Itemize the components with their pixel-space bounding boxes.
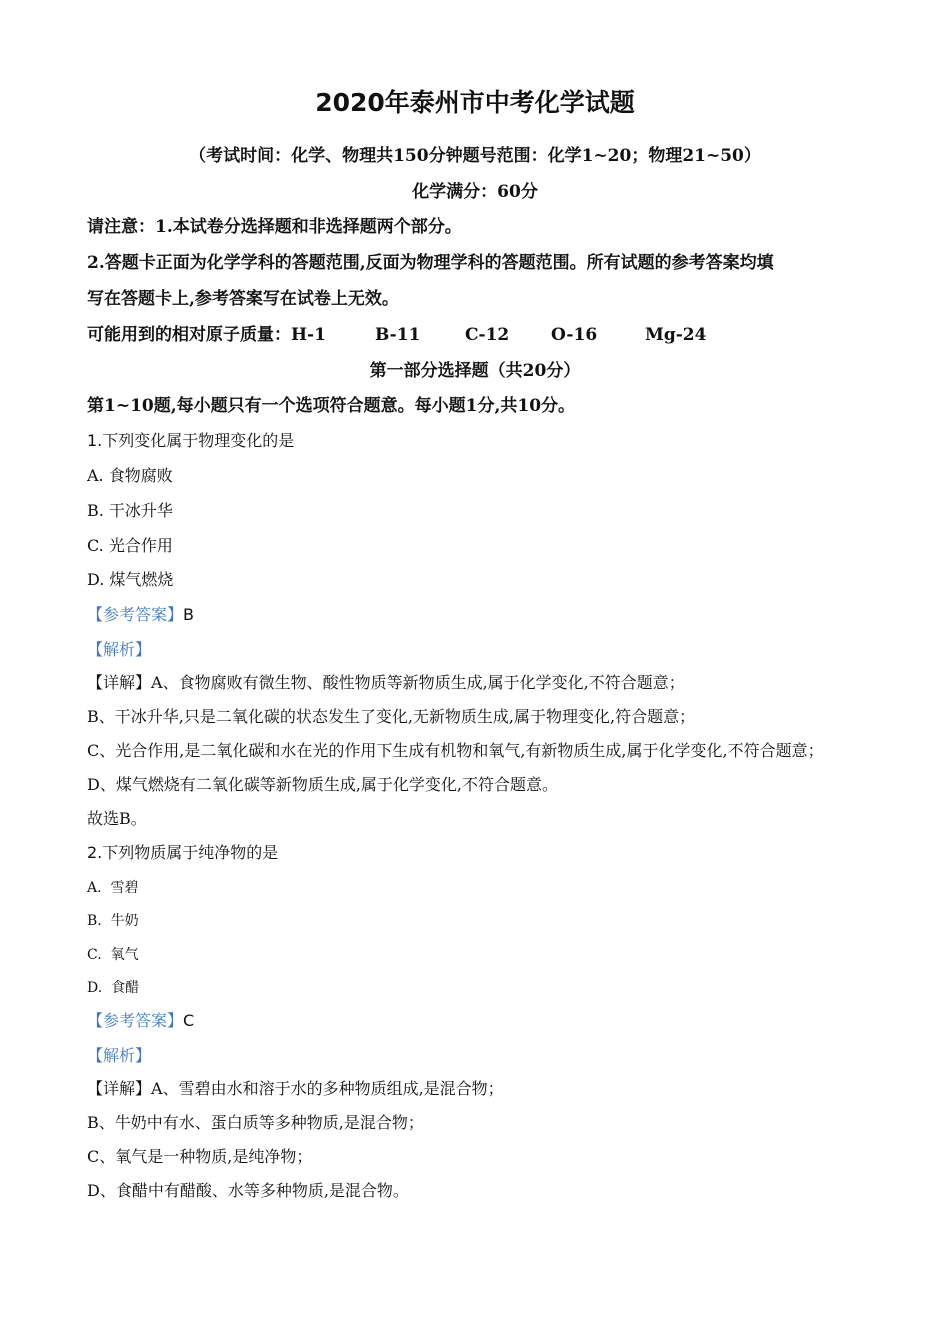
atomic-mass-item: H-1 [291, 325, 326, 345]
detail-label: 【详解】 [87, 1079, 152, 1098]
question-2 [87, 842, 278, 864]
detail-line [87, 672, 685, 694]
question-1 [87, 430, 294, 452]
detail-text: A、食物腐败有微生物、酸性物质等新物质生成,属于化学变化,不符合题意； [151, 673, 685, 692]
exam-time-note: （考试时间：化学、物理共150分钟题号范围：化学1~20；物理21~50） [189, 146, 761, 166]
detail-line: B、干冰升华,只是二氧化碳的状态发生了变化,无新物质生成,属于物理变化,符合题意； [87, 707, 696, 726]
answer-value: C [183, 1011, 195, 1030]
atomic-mass-line [87, 324, 706, 346]
conclusion: 故选B。 [87, 809, 147, 828]
atomic-mass-label: 可能用到的相对原子质量： [87, 325, 291, 345]
notice-1: 请注意：1.本试卷分选择题和非选择题两个部分。 [87, 217, 462, 237]
option-a: A. 食物腐败 [87, 466, 173, 485]
option-b: B. 牛奶 [87, 913, 139, 929]
detail-line: C、光合作用,是二氧化碳和水在光的作用下生成有机物和氧气,有新物质生成,属于化学变化,不符合题意； [87, 741, 824, 760]
atomic-mass-item: B-11 [375, 325, 421, 345]
atomic-mass-item: C-12 [465, 325, 510, 345]
question-number: 1. [87, 431, 103, 450]
detail-line [87, 1078, 504, 1100]
atomic-mass-item: O-16 [551, 325, 598, 345]
answer-line [87, 604, 194, 626]
option-b: B. 干冰升华 [87, 501, 173, 520]
detail-label: 【详解】 [87, 673, 152, 692]
option-a: A. 雪碧 [87, 880, 139, 896]
question-stem: 下列物质属于纯净物的是 [102, 843, 279, 862]
answer-label: 【参考答案】 [87, 605, 184, 624]
question-stem: 下列变化属于物理变化的是 [102, 431, 295, 450]
analysis-label: 【解析】 [87, 1046, 152, 1065]
notice-2: 2.答题卡正面为化学学科的答题范围,反面为物理学科的答题范围。所有试题的参考答案均填 [87, 253, 774, 273]
detail-line: B、牛奶中有水、蛋白质等多种物质,是混合物； [87, 1113, 424, 1132]
notice-2-cont: 写在答题卡上,参考答案写在试卷上无效。 [87, 289, 399, 309]
page-title: 2020年泰州市中考化学试题 [315, 88, 635, 117]
full-score: 化学满分：60分 [412, 182, 538, 202]
option-d: D. 煤气燃烧 [87, 570, 174, 589]
option-d: D. 食醋 [87, 980, 140, 996]
answer-value: B [183, 605, 194, 624]
answer-line [87, 1010, 194, 1032]
question-number: 2. [87, 843, 103, 862]
section-title: 第一部分选择题（共20分） [369, 361, 581, 381]
atomic-mass-item: Mg-24 [645, 325, 707, 345]
detail-line: C、氧气是一种物质,是纯净物； [87, 1147, 313, 1166]
analysis-label: 【解析】 [87, 640, 152, 659]
option-c: C. 氧气 [87, 947, 139, 963]
detail-line: D、煤气燃烧有二氧化碳等新物质生成,属于化学变化,不符合题意。 [87, 775, 559, 794]
detail-line: D、食醋中有醋酸、水等多种物质,是混合物。 [87, 1181, 409, 1200]
option-c: C. 光合作用 [87, 536, 173, 555]
answer-label: 【参考答案】 [87, 1011, 184, 1030]
detail-text: A、雪碧由水和溶于水的多种物质组成,是混合物； [151, 1079, 504, 1098]
section-instructions: 第1~10题,每小题只有一个选项符合题意。每小题1分,共10分。 [87, 396, 576, 416]
